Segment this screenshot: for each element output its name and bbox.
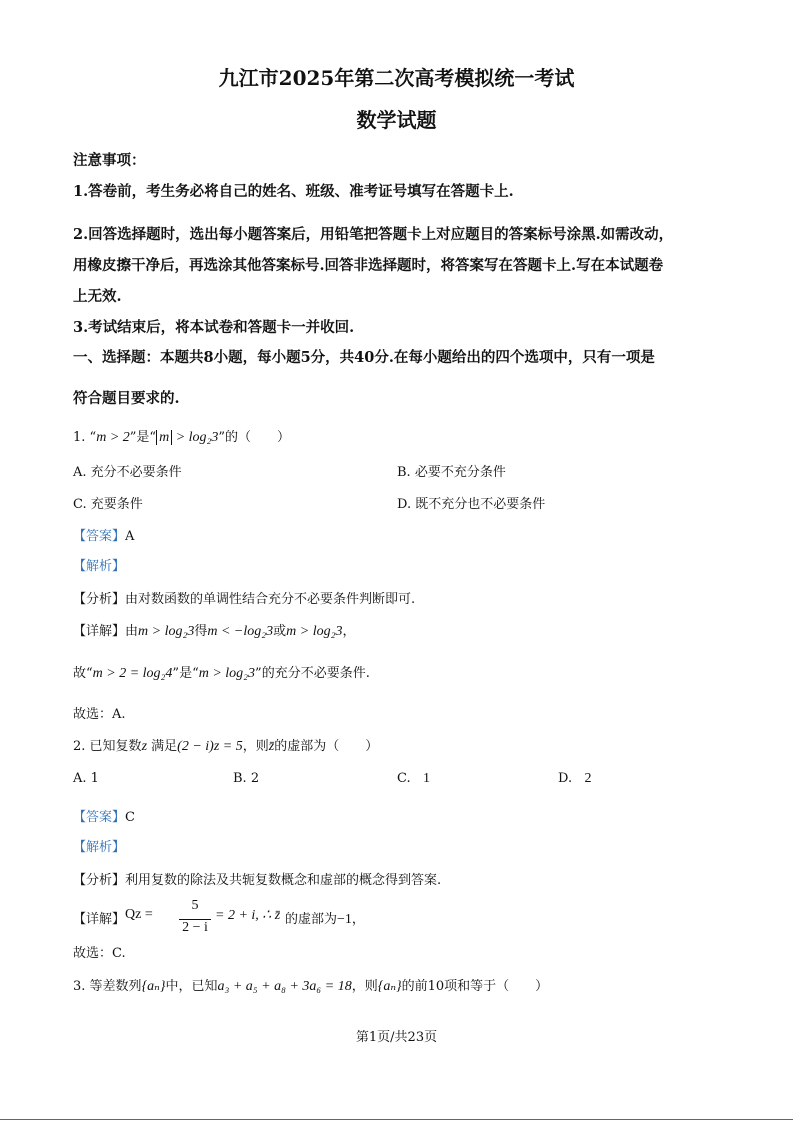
detail-value: −1 bbox=[337, 912, 352, 927]
option-label: D. bbox=[558, 771, 573, 786]
detail-tail bbox=[285, 908, 365, 928]
detail-rest: = 2 + i, ∴ z̄ bbox=[215, 908, 281, 923]
option-label: C. bbox=[397, 771, 411, 786]
detail-text: ， bbox=[351, 912, 365, 927]
stem-math: a₃ + a₅ + a₈ + 3a₆ = 18 bbox=[217, 979, 352, 994]
q1-option-a: A. 充分不必要条件 bbox=[73, 465, 182, 480]
quote-mid: ”是“ bbox=[129, 430, 157, 445]
q2-select: 故选：C. bbox=[73, 946, 126, 961]
answer-tag: 【答案】 bbox=[73, 529, 126, 544]
detail-math: m < −log₂3 bbox=[207, 624, 274, 639]
question-number: 2. bbox=[73, 739, 86, 754]
stem-text: 等差数列 bbox=[89, 979, 142, 994]
q2-answer bbox=[73, 806, 135, 825]
analysis-tag: 【分析】 bbox=[73, 873, 126, 888]
q2-jiexi bbox=[73, 836, 125, 855]
jiexi-tag: 【解析】 bbox=[73, 840, 126, 855]
condition-2-rest: > log₂3 bbox=[175, 430, 219, 445]
stem-math: {aₙ} bbox=[141, 979, 166, 994]
detail-lead: Qz = bbox=[125, 907, 153, 922]
q2-analysis bbox=[73, 869, 441, 888]
fraction-denominator: 2 − i bbox=[182, 920, 208, 935]
notice-item-1: 1.答卷前，考生务必将自己的姓名、班级、准考证号填写在答题卡上. bbox=[73, 183, 514, 200]
stem-text: 的虚部为（ ） bbox=[274, 739, 379, 754]
q1-select: 故选：A. bbox=[73, 707, 126, 722]
detail-tag: 【详解】 bbox=[73, 624, 126, 639]
q2-option-b: B. 2 bbox=[233, 771, 260, 786]
analysis-tag: 【分析】 bbox=[73, 592, 126, 607]
bottom-rule bbox=[0, 1119, 793, 1120]
stem-text: ，则 bbox=[351, 979, 378, 994]
conclusion-text: ”的充分不必要条件. bbox=[255, 666, 370, 681]
option-value: 1 bbox=[423, 771, 431, 786]
analysis-text: 利用复数的除法及共轭复数概念和虚部的概念得到答案. bbox=[125, 873, 442, 888]
answer-value: C bbox=[125, 810, 135, 825]
notice-item-2-line-1: 2.回答选择题时，选出每小题答案后，用铅笔把答题卡上对应题目的答案标号涂黑.如需改动， bbox=[73, 226, 674, 243]
jiexi-tag: 【解析】 bbox=[73, 559, 126, 574]
notice-heading: 注意事项： bbox=[73, 152, 146, 169]
stem-math: z bbox=[141, 739, 148, 754]
section-heading-line-1: 一、选择题：本题共8小题，每小题5分，共40分.在每小题给出的四个选项中，只有一项是 bbox=[73, 349, 655, 366]
detail-text: 由 bbox=[125, 624, 139, 639]
answer-tag: 【答案】 bbox=[73, 810, 126, 825]
conclusion-text: ”是“ bbox=[172, 666, 199, 681]
stem-text: 满足 bbox=[151, 739, 178, 754]
detail-math: m > log₂3 bbox=[138, 624, 195, 639]
stem-text: 中，已知 bbox=[165, 979, 218, 994]
conclusion-math: m > 2 = log₂4 bbox=[92, 666, 173, 681]
quote-open: “ bbox=[89, 430, 97, 445]
fraction-numerator: 5 bbox=[191, 898, 199, 913]
conclusion-text: 故“ bbox=[73, 666, 93, 681]
question-1-stem bbox=[73, 426, 290, 446]
quote-close: ”的（ ） bbox=[218, 430, 291, 445]
q1-analysis bbox=[73, 588, 415, 607]
stem-math: (2 − i)z = 5 bbox=[177, 739, 243, 754]
stem-math: {aₙ} bbox=[377, 979, 402, 994]
detail-text: 得 bbox=[194, 624, 208, 639]
page-subtitle: 数学试题 bbox=[356, 108, 437, 132]
detail-tag: 【详解】 bbox=[73, 912, 126, 927]
q1-detail bbox=[73, 620, 356, 640]
q1-answer bbox=[73, 525, 134, 544]
detail-text: 的虚部为 bbox=[285, 912, 338, 927]
condition-1: m > 2 bbox=[96, 430, 130, 445]
notice-item-2-line-2: 用橡皮擦干净后，再选涂其他答案标号.回答非选择题时，将答案写在答题卡上.写在本试题卷 bbox=[73, 257, 664, 274]
q2-option-a: A. 1 bbox=[73, 771, 99, 786]
q1-option-c: C. 充要条件 bbox=[73, 497, 143, 512]
stem-text: 已知复数 bbox=[89, 739, 142, 754]
detail-math: m > log₂3 bbox=[286, 624, 343, 639]
abs-value: m bbox=[156, 430, 172, 445]
detail-text: ， bbox=[342, 624, 356, 639]
q2-option-d bbox=[558, 771, 592, 787]
q1-jiexi bbox=[73, 555, 125, 574]
analysis-text: 由对数函数的单调性结合充分不必要条件判断即可. bbox=[125, 592, 416, 607]
question-3-stem bbox=[73, 975, 548, 995]
stem-text: 的前10项和等于（ ） bbox=[401, 979, 549, 994]
q1-option-b: B. 必要不充分条件 bbox=[397, 465, 506, 480]
q2-option-c bbox=[397, 771, 430, 787]
q1-conclusion bbox=[73, 662, 370, 682]
condition-2 bbox=[156, 430, 218, 445]
question-2-stem bbox=[73, 735, 378, 755]
q1-option-d: D. 既不充分也不必要条件 bbox=[397, 497, 546, 512]
notice-item-3: 3.考试结束后，将本试卷和答题卡一并收回. bbox=[73, 319, 355, 336]
stem-text: ，则 bbox=[242, 739, 269, 754]
answer-value: A bbox=[125, 529, 135, 544]
question-number: 1. bbox=[73, 430, 86, 445]
conclusion-math: m > log₂3 bbox=[198, 666, 256, 681]
question-number: 3. bbox=[73, 979, 86, 994]
stem-math: z̄ bbox=[268, 739, 275, 754]
option-value: 2 bbox=[584, 771, 592, 786]
page-number: 第1页/共23页 bbox=[355, 1030, 438, 1045]
detail-text: 或 bbox=[273, 624, 287, 639]
notice-item-2-line-3: 上无效. bbox=[73, 288, 122, 305]
section-heading-line-2: 符合题目要求的. bbox=[73, 390, 180, 407]
page-title: 九江市2025年第二次高考模拟统一考试 bbox=[218, 66, 575, 90]
